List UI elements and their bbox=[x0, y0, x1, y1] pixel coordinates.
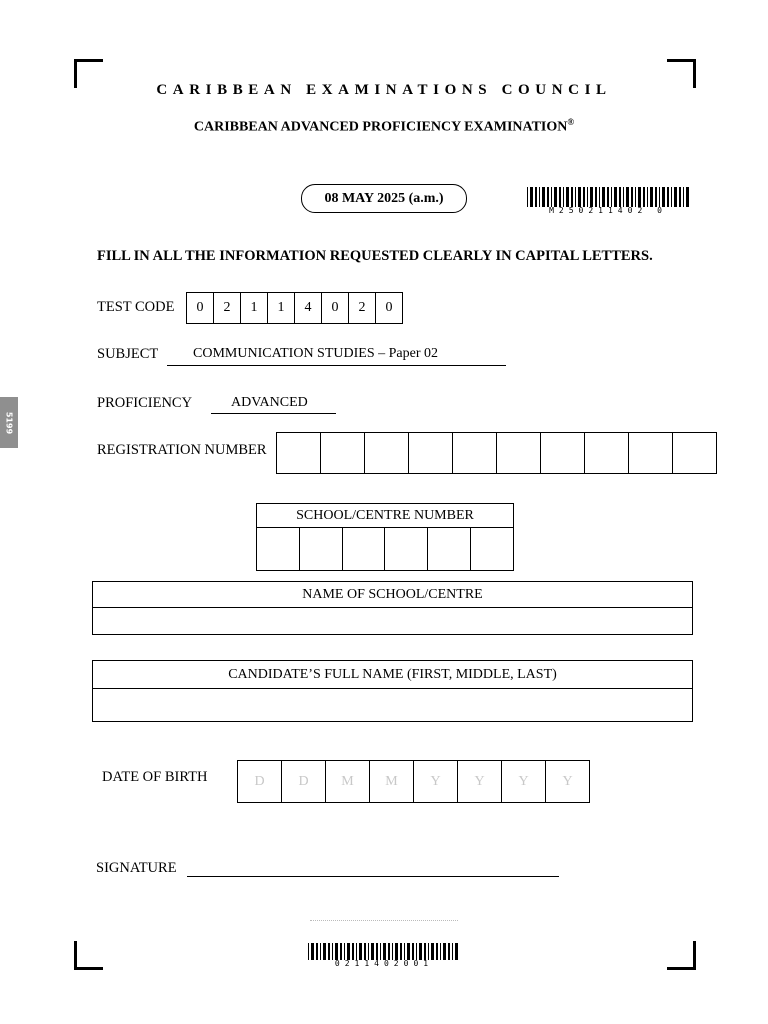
registration-number-boxes bbox=[276, 432, 717, 474]
proficiency-field[interactable] bbox=[211, 395, 336, 414]
registration-number-cell[interactable] bbox=[672, 433, 716, 473]
signature-label: SIGNATURE bbox=[96, 860, 177, 876]
crop-mark-bottom-left bbox=[74, 941, 103, 970]
school-name-box bbox=[92, 581, 693, 635]
test-code-digit: 1 bbox=[240, 293, 267, 323]
registration-number-cell[interactable] bbox=[408, 433, 452, 473]
school-centre-number-cell[interactable] bbox=[384, 528, 427, 570]
test-code-digit: 4 bbox=[294, 293, 321, 323]
registration-number-cell[interactable] bbox=[496, 433, 540, 473]
candidate-name-field[interactable] bbox=[93, 689, 692, 721]
registration-number-cell[interactable] bbox=[320, 433, 364, 473]
registration-number-cell[interactable] bbox=[628, 433, 672, 473]
registration-number-cell[interactable] bbox=[540, 433, 584, 473]
proficiency-label: PROFICIENCY bbox=[97, 395, 193, 411]
registration-number-label: REGISTRATION NUMBER bbox=[97, 442, 267, 458]
registration-number-cell[interactable] bbox=[452, 433, 496, 473]
school-centre-number-cell[interactable] bbox=[342, 528, 385, 570]
registered-mark: ® bbox=[567, 117, 575, 127]
barcode-bars bbox=[527, 187, 689, 207]
proficiency-value: ADVANCED bbox=[231, 395, 308, 410]
bottom-barcode bbox=[308, 943, 460, 968]
instruction-text: FILL IN ALL THE INFORMATION REQUESTED CLEARLY IN CAPITAL LETTERS. bbox=[97, 248, 653, 264]
test-code-digit: 1 bbox=[267, 293, 294, 323]
subject-value: COMMUNICATION STUDIES – Paper 02 bbox=[193, 346, 438, 361]
dob-day-cell[interactable]: D bbox=[281, 761, 325, 802]
dob-day-cell[interactable]: D bbox=[254, 774, 265, 789]
school-centre-number-box bbox=[256, 503, 514, 571]
registration-number-cell[interactable] bbox=[584, 433, 628, 473]
registration-number-cell[interactable] bbox=[277, 433, 320, 473]
candidate-name-box bbox=[92, 660, 693, 722]
test-code-label: TEST CODE bbox=[97, 299, 175, 315]
exam-title-text: CARIBBEAN ADVANCED PROFICIENCY EXAMINATION bbox=[193, 119, 568, 135]
dob-month-cell[interactable]: M bbox=[369, 761, 413, 802]
school-name-label: NAME OF SCHOOL/CENTRE bbox=[93, 582, 692, 608]
candidate-name-label: CANDIDATE’S FULL NAME (FIRST, MIDDLE, LAST) bbox=[93, 661, 692, 689]
date-of-birth-label: DATE OF BIRTH bbox=[102, 769, 208, 785]
side-tab bbox=[0, 397, 18, 448]
test-code-digit: 0 bbox=[321, 293, 348, 323]
exam-date-badge: 08 MAY 2025 (a.m.) bbox=[301, 184, 467, 213]
school-centre-number-cell[interactable] bbox=[257, 528, 299, 570]
registration-number-cell[interactable] bbox=[364, 433, 408, 473]
top-barcode-text: M250211402 0 bbox=[549, 206, 667, 215]
dob-month-cell[interactable]: M bbox=[325, 761, 369, 802]
test-code-digit: 2 bbox=[348, 293, 375, 323]
dob-year-cell[interactable]: Y bbox=[413, 761, 457, 802]
date-of-birth-boxes bbox=[237, 760, 590, 803]
school-centre-number-cell[interactable] bbox=[299, 528, 342, 570]
subject-label: SUBJECT bbox=[97, 346, 159, 362]
bottom-barcode-text: 0211402001 bbox=[334, 959, 434, 968]
barcode-bars bbox=[308, 943, 460, 960]
subject-field[interactable] bbox=[167, 346, 506, 366]
signature-line[interactable] bbox=[187, 876, 559, 877]
test-code-digit: 0 bbox=[375, 293, 402, 323]
side-tab-label: 5199 bbox=[4, 411, 14, 434]
top-barcode bbox=[527, 187, 689, 215]
test-code-digit: 0 bbox=[196, 300, 204, 315]
faint-divider bbox=[310, 920, 458, 921]
school-name-field[interactable] bbox=[93, 608, 692, 634]
dob-year-cell[interactable]: Y bbox=[457, 761, 501, 802]
crop-mark-bottom-right bbox=[667, 941, 696, 970]
dob-year-cell[interactable]: Y bbox=[501, 761, 545, 802]
exam-title bbox=[0, 117, 768, 136]
test-code-digit: 2 bbox=[213, 293, 240, 323]
test-code-boxes bbox=[186, 292, 403, 324]
dob-year-cell[interactable]: Y bbox=[545, 761, 589, 802]
council-title: CARIBBEAN EXAMINATIONS COUNCIL bbox=[156, 82, 612, 98]
school-centre-number-cell[interactable] bbox=[470, 528, 513, 570]
school-centre-number-cells bbox=[257, 528, 513, 570]
school-centre-number-cell[interactable] bbox=[427, 528, 470, 570]
school-centre-number-label: SCHOOL/CENTRE NUMBER bbox=[257, 504, 513, 528]
